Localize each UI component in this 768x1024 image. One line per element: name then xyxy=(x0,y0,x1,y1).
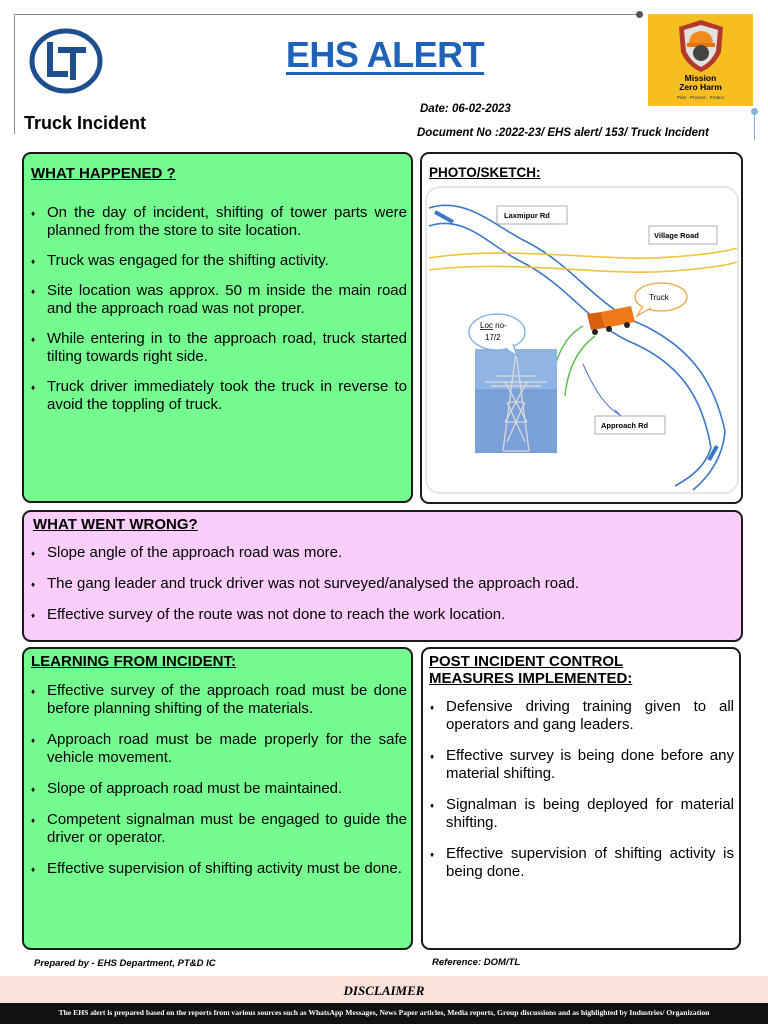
hard-hat-shield-icon xyxy=(675,18,727,74)
lt-logo-icon xyxy=(28,28,104,94)
list-item: ♦ Slope angle of the approach road was more. xyxy=(24,544,736,562)
frame-handle-dot-right xyxy=(751,108,758,115)
what-went-wrong-panel xyxy=(22,510,743,642)
list-item: ♦ Truck driver immediately took the truck in reverse to avoid the toppling of truck. xyxy=(24,378,407,414)
loc-label: Loc no- xyxy=(480,321,507,330)
what-happened-list xyxy=(24,204,407,414)
reference: Reference: DOM/TL xyxy=(432,957,521,968)
list-item: ♦ Signalman is being deployed for material shifting. xyxy=(423,796,734,832)
list-item: ♦ Effective survey of the approach road must be done before planning shifting of the materials. xyxy=(24,682,407,718)
badge-tagline: Plan · Prevent · Protect xyxy=(677,95,724,100)
post-incident-heading: POST INCIDENT CONTROL MEASURES IMPLEMENTED: xyxy=(429,653,633,687)
photo-sketch-heading: PHOTO/SKETCH: xyxy=(429,165,541,180)
laxmipur-road-label: Laxmipur Rd xyxy=(504,211,550,220)
incident-sketch xyxy=(425,186,739,494)
post-incident-panel xyxy=(421,647,741,950)
learning-panel xyxy=(22,647,413,950)
loc-number-label: 17/2 xyxy=(485,333,501,342)
list-item: ♦ Effective survey is being done before any material shifting. xyxy=(423,747,734,783)
village-road-label: Village Road xyxy=(654,231,699,240)
what-went-wrong-heading: WHAT WENT WRONG? xyxy=(33,516,198,533)
list-item: ♦ Site location was approx. 50 m inside the main road and the approach road was not proper. xyxy=(24,282,407,318)
disclaimer-title: DISCLAIMER xyxy=(343,983,425,998)
learning-list xyxy=(24,682,407,878)
alert-date: Date: 06-02-2023 xyxy=(420,103,511,115)
list-item: ♦ While entering in to the approach road, truck started tilting towards right side. xyxy=(24,330,407,366)
list-item: ♦ Effective survey of the route was not done to reach the work location. xyxy=(24,606,736,624)
header-frame-line-left xyxy=(14,14,15,134)
list-item: ♦ Slope of approach road must be maintained. xyxy=(24,780,407,798)
what-went-wrong-list xyxy=(24,544,736,624)
mission-zero-harm-badge xyxy=(648,14,753,106)
list-item: ♦ Competent signalman must be engaged to guide the driver or operator. xyxy=(24,811,407,847)
what-happened-panel xyxy=(22,152,413,503)
page-title: EHS ALERT xyxy=(285,34,485,75)
list-item: ♦ The gang leader and truck driver was not surveyed/analysed the approach road. xyxy=(24,575,736,593)
list-item: ♦ Defensive driving training given to all operators and gang leaders. xyxy=(423,698,734,734)
list-item: ♦ Effective supervision of shifting activity must be done. xyxy=(24,860,407,878)
list-item: ♦ Approach road must be made properly for the safe vehicle movement. xyxy=(24,731,407,767)
learning-heading: LEARNING FROM INCIDENT: xyxy=(31,653,236,670)
list-item: ♦ Effective supervision of shifting activity is being done. xyxy=(423,845,734,881)
disclaimer-text: The EHS alert is prepared based on the reports from various sources such as WhatsApp Messages, News Paper articles, Media reports, Group discussions and as highlighted by Industries/ Organization xyxy=(58,1008,710,1017)
transmission-tower-image xyxy=(475,349,557,453)
list-item: ♦ On the day of incident, shifting of tower parts were planned from the store to site location. xyxy=(24,204,407,240)
frame-handle-dot xyxy=(636,11,643,18)
list-item: ♦ Truck was engaged for the shifting activity. xyxy=(24,252,407,270)
post-incident-list xyxy=(423,698,734,881)
incident-subject: Truck Incident xyxy=(24,113,147,133)
truck-label: Truck xyxy=(649,293,669,302)
header-frame-line xyxy=(14,14,640,15)
document-number: Document No :2022-23/ EHS alert/ 153/ Truck Incident xyxy=(417,127,709,139)
prepared-by: Prepared by - EHS Department, PT&D IC xyxy=(34,958,216,969)
badge-title: Mission Zero Harm xyxy=(679,73,722,92)
approach-road-label: Approach Rd xyxy=(601,421,649,430)
what-happened-heading: WHAT HAPPENED ? xyxy=(31,165,176,182)
